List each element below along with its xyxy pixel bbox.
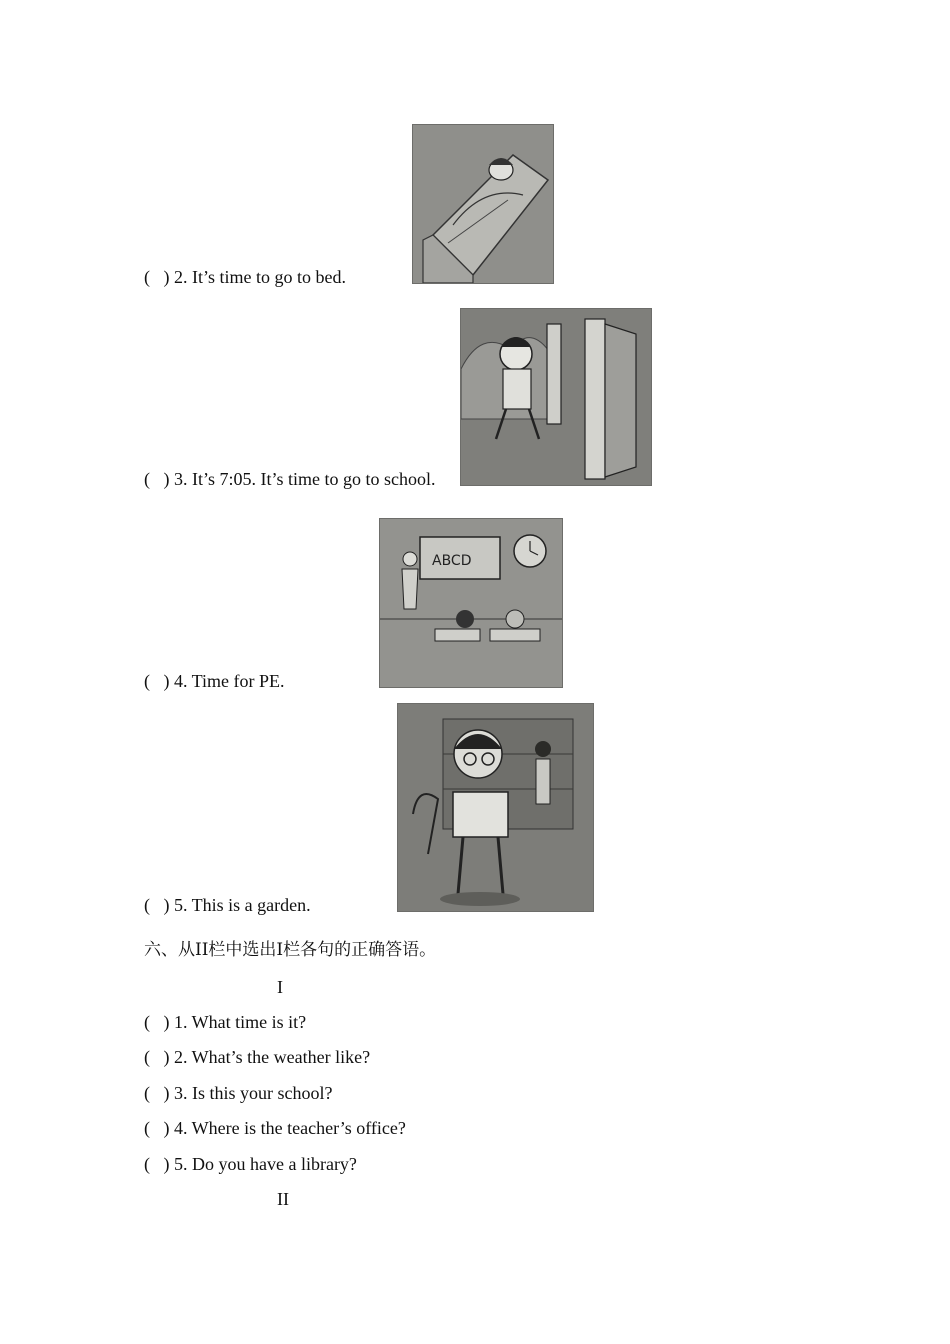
boy-walking-to-school-gate-image bbox=[460, 308, 652, 486]
classroom-drawing bbox=[380, 519, 562, 687]
boy-sleeping-in-bed-image bbox=[412, 124, 554, 284]
column-1-label: I bbox=[277, 977, 283, 997]
section-6-item-4: ( ) 4. Where is the teacher’s office? bbox=[144, 1118, 406, 1138]
section-6-title: 六、从II栏中选出I栏各句的正确答语。 bbox=[144, 940, 437, 960]
school-drawing bbox=[461, 309, 651, 485]
section-6-item-1: ( ) 1. What time is it? bbox=[144, 1012, 307, 1032]
boy-reading-in-library-image bbox=[397, 703, 594, 912]
classroom-teacher-board-image bbox=[379, 518, 563, 688]
question-3-school: ( ) 3. It’s 7:05. It’s time to go to school. bbox=[144, 469, 436, 489]
question-4-pe: ( ) 4. Time for PE. bbox=[144, 671, 285, 691]
question-5-garden: ( ) 5. This is a garden. bbox=[144, 895, 311, 915]
board-text: ABCD bbox=[432, 553, 472, 569]
section-6-item-5: ( ) 5. Do you have a library? bbox=[144, 1154, 357, 1174]
library-drawing bbox=[398, 704, 593, 911]
section-6-item-3: ( ) 3. Is this your school? bbox=[144, 1083, 333, 1103]
bed-drawing bbox=[413, 125, 553, 283]
column-2-label: II bbox=[277, 1189, 289, 1209]
section-6-item-2: ( ) 2. What’s the weather like? bbox=[144, 1047, 371, 1067]
question-2-bed: ( ) 2. It’s time to go to bed. bbox=[144, 267, 346, 287]
